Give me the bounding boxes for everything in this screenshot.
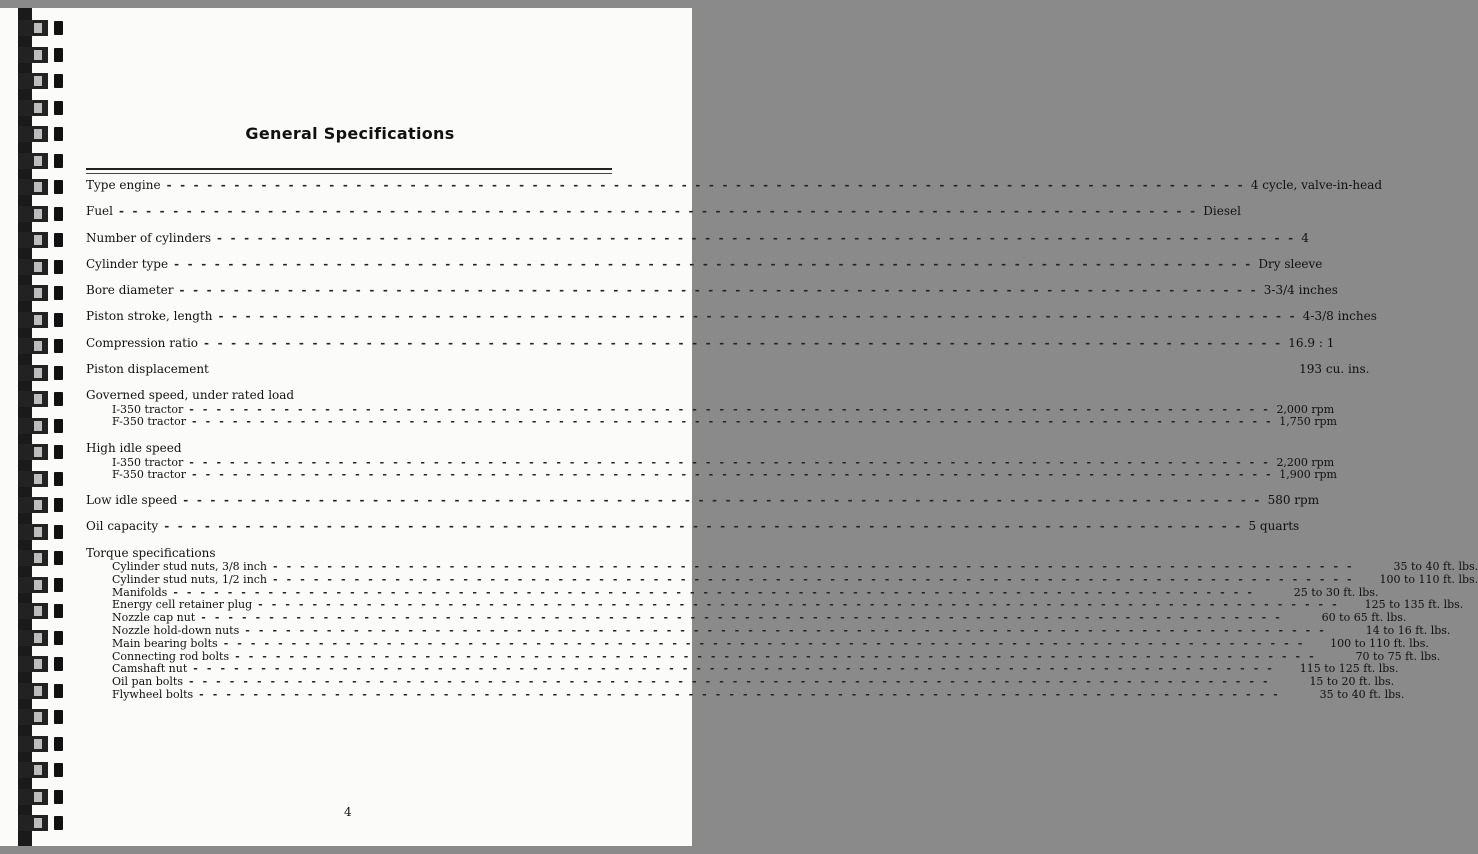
leader-dots: - - - - - - - - - - - - - - - - - - - - - - - - - - - - - - - - - - - - - - - - - - - - - - - - - - - - - - - - - - - - - - - - - - - - - - - - - - - - - - - -	[174, 257, 1253, 271]
spec-value: Diesel	[1203, 204, 1241, 218]
page-number: 4	[344, 805, 352, 819]
binding-ring	[18, 73, 68, 89]
torque-row	[112, 675, 1395, 689]
binding-ring	[18, 153, 68, 169]
binding-ring	[18, 789, 68, 805]
leader-dots: - - - - - - - - - - - - - - - - - - - - - - - - - - - - - - - - - - - - - - - - - - - - - - - - - - - - - - - - - - - - - - - - - - - - - - - - - - - - - - - -	[273, 560, 1355, 573]
binding-ring	[18, 656, 68, 672]
torque-label: Camshaft nut	[112, 662, 188, 676]
section-heading-high-idle: High idle speed	[86, 441, 182, 455]
torque-label: Cylinder stud nuts, 1/2 inch	[112, 572, 268, 586]
torque-value: 35 to 40 ft. lbs.	[1393, 560, 1478, 573]
leader-dots: - - - - - - - - - - - - - - - - - - - - - - - - - - - - - - - - - - - - - - - - - - - - - - - - - - - - - - - - - - - - - - - - - - - - - - - - - - - - - - - -	[166, 178, 1245, 192]
torque-row	[112, 598, 1464, 612]
spec-row-stroke	[86, 309, 1377, 325]
spec-value: 1,900 rpm	[1279, 468, 1337, 481]
leader-dots: - - - - - - - - - - - - - - - - - - - - - - - - - - - - - - - - - - - - - - - - - - - - - - - - - - - - - - - - - - - - - - - - - - - - - - - - - - - - - - - -	[193, 662, 1275, 676]
torque-value: 100 to 110 ft. lbs.	[1330, 636, 1429, 650]
leader-dots: - - - - - - - - - - - - - - - - - - - - - - - - - - - - - - - - - - - - - - - - - - - - - - - - - - - - - - - - - - - - - - - - - - - - - - - - - - - - - - - -	[199, 688, 1281, 701]
spec-label: Compression ratio	[86, 336, 199, 350]
torque-value: 115 to 125 ft. lbs.	[1299, 662, 1399, 676]
torque-row	[112, 585, 1379, 599]
binding-ring	[18, 232, 68, 248]
spec-label: Piston displacement	[86, 362, 209, 376]
section-heading-governed-speed: Governed speed, under rated load	[86, 388, 295, 402]
leader-dots: - - - - - - - - - - - - - - - - - - - - - - - - - - - - - - - - - - - - - - - - - - - - - - - - - - - - - - - - - - - - - - - - - - - - - - - - - - - - - - - -	[258, 598, 1340, 612]
torque-label: Cylinder stud nuts, 3/8 inch	[112, 560, 268, 573]
binding-ring	[18, 100, 68, 116]
spec-value: 2,200 rpm	[1276, 456, 1335, 469]
binding-ring	[18, 736, 68, 752]
torque-row	[112, 624, 1451, 637]
binding-ring	[18, 312, 68, 328]
leader-dots: - - - - - - - - - - - - - - - - - - - - - - - - - - - - - - - - - - - - - - - - - - - - - - - - - - - - - - - - - - - - - - - - - - - - - - - - - - - - - - - -	[192, 415, 1274, 428]
binding-ring	[18, 471, 68, 487]
torque-label: Nozzle cap nut	[112, 611, 196, 625]
binding-ring	[18, 179, 68, 195]
spec-value: Dry sleeve	[1258, 257, 1323, 271]
binding-ring	[18, 206, 68, 222]
leader-dots: - - - - - - - - - - - - - - - - - - - - - - - - - - - - - - - - - - - - - - - - - - - - - - - - - - - - - - - - - - - - - - - - - - - - - - - - - - - - - - - -	[223, 636, 1305, 650]
leader-dots: - - - - - - - - - - - - - - - - - - - - - - - - - - - - - - - - - - - - - - - - - - - - - - - - - - - - - - - - - - - - - - - - - - - - - - - - - - - - - - - -	[119, 204, 1198, 218]
binding-ring	[18, 444, 68, 460]
torque-label: Main bearing bolts	[112, 636, 218, 650]
leader-dots: - - - - - - - - - - - - - - - - - - - - - - - - - - - - - - - - - - - - - - - - - - - - - - - - - - - - - - - - - - - - - - - - - - - - - - - - - - - - - - - -	[235, 649, 1317, 663]
leader-dots: - - - - - - - - - - - - - - - - - - - - - - - - - - - - - - - - - - - - - - - - - - - - - - - - - - - - - - - - - - - - - - - - - - - - - - - - - - - - - - - -	[273, 572, 1355, 586]
spec-value: 5 quarts	[1248, 519, 1300, 533]
spec-value: 580 rpm	[1267, 493, 1320, 507]
spec-label: Type engine	[86, 178, 161, 192]
spiral-binding	[0, 8, 70, 846]
spec-label: I-350 tractor	[112, 403, 184, 416]
binding-ring	[18, 683, 68, 699]
spec-label: Piston stroke, length	[86, 309, 213, 323]
leader-dots: - - - - - - - - - - - - - - - - - - - - - - - - - - - - - - - - - - - - - - - - - - - - - - - - - - - - - - - - - - - - - - - - - - - - - - - - - - - - - - - -	[188, 675, 1271, 689]
leader-dots: - - - - - - - - - - - - - - - - - - - - - - - - - - - - - - - - - - - - - - - - - - - - - - - - - - - - - - - - - - - - - - - - - - - - - - - - - - - - - - - -	[183, 493, 1262, 507]
spec-label: Bore diameter	[86, 283, 174, 297]
binding-ring	[18, 126, 68, 142]
spec-label: Oil capacity	[86, 519, 159, 533]
spec-label: I-350 tractor	[112, 456, 184, 469]
binding-ring	[18, 285, 68, 301]
torque-row	[112, 662, 1399, 676]
spec-row-high-idle-f350	[112, 468, 1337, 481]
torque-label: Manifolds	[112, 585, 168, 599]
leader-dots: - - - - - - - - - - - - - - - - - - - - - - - - - - - - - - - - - - - - - - - - - - - - - - - - - - - - - - - - - - - - - - - - - - - - - - - - - - - - - - - -	[173, 585, 1255, 599]
torque-value: 70 to 75 ft. lbs.	[1355, 649, 1441, 663]
torque-label: Energy cell retainer plug	[112, 598, 253, 612]
binding-ring	[18, 20, 68, 36]
title-rule-thin	[86, 173, 612, 174]
torque-label: Connecting rod bolts	[112, 649, 230, 663]
binding-ring	[18, 603, 68, 619]
binding-ring	[18, 762, 68, 778]
binding-ring	[18, 338, 68, 354]
title-rule-thick	[86, 168, 612, 170]
torque-value: 14 to 16 ft. lbs.	[1365, 624, 1451, 637]
spec-row-type-engine	[86, 178, 1383, 194]
spec-value: 4 cycle, valve-in-head	[1250, 178, 1383, 192]
spec-value: 4-3/8 inches	[1302, 309, 1377, 323]
torque-value: 60 to 65 ft. lbs.	[1321, 611, 1407, 625]
spec-row-cylinder-type	[86, 257, 1323, 273]
torque-value: 100 to 110 ft. lbs.	[1379, 572, 1478, 586]
torque-row	[112, 688, 1405, 701]
leader-dots: - - - - - - - - - - - - - - - - - - - - - - - - - - - - - - - - - - - - - - - - - - - - - - - - - - - - - - - - - - - - - - - - - - - - - - - - - - - - - - - -	[217, 231, 1296, 245]
torque-label: Flywheel bolts	[112, 688, 194, 701]
spec-row-oil-capacity	[86, 519, 1300, 535]
spec-value: 4	[1301, 231, 1309, 245]
spec-row-governed-f350	[112, 415, 1337, 428]
spec-row-fuel	[86, 204, 1241, 220]
binding-ring	[18, 577, 68, 593]
page-title: General Specifications	[245, 124, 455, 143]
spec-row-bore	[86, 283, 1338, 299]
torque-value: 15 to 20 ft. lbs.	[1309, 675, 1395, 689]
torque-row	[112, 560, 1478, 573]
torque-value: 125 to 135 ft. lbs.	[1364, 598, 1464, 612]
binding-ring	[18, 365, 68, 381]
binding-ring	[18, 259, 68, 275]
spec-row-low-idle	[86, 493, 1320, 509]
leader-dots: - - - - - - - - - - - - - - - - - - - - - - - - - - - - - - - - - - - - - - - - - - - - - - - - - - - - - - - - - - - - - - - - - - - - - - - - - - - - - - - -	[245, 624, 1327, 637]
leader-dots: - - - - - - - - - - - - - - - - - - - - - - - - - - - - - - - - - - - - - - - - - - - - - - - - - - - - - - - - - - - - - - - - - - - - - - - - - - - - - - - -	[164, 519, 1243, 533]
binding-ring	[18, 497, 68, 513]
torque-row	[112, 611, 1407, 625]
leader-dots: - - - - - - - - - - - - - - - - - - - - - - - - - - - - - - - - - - - - - - - - - - - - - - - - - - - - - - - - - - - - - - - - - - - - - - - - - - - - - - - -	[218, 309, 1297, 323]
torque-row	[112, 636, 1429, 650]
spec-value: 3-3/4 inches	[1263, 283, 1338, 297]
section-heading-torque: Torque specifications	[86, 546, 216, 560]
binding-ring	[18, 815, 68, 831]
torque-row	[112, 649, 1441, 663]
spec-label: Cylinder type	[86, 257, 169, 271]
leader-dots: - - - - - - - - - - - - - - - - - - - - - - - - - - - - - - - - - - - - - - - - - - - - - - - - - - - - - - - - - - - - - - - - - - - - - - - - - - - - - - - -	[192, 468, 1274, 481]
spec-row-cylinders	[86, 231, 1309, 247]
torque-row	[112, 572, 1478, 586]
binding-ring	[18, 47, 68, 63]
spec-label: Number of cylinders	[86, 231, 212, 245]
torque-value: 25 to 30 ft. lbs.	[1293, 585, 1379, 599]
spec-row-compression	[86, 336, 1335, 352]
leader-dots: - - - - - - - - - - - - - - - - - - - - - - - - - - - - - - - - - - - - - - - - - - - - - - - - - - - - - - - - - - - - - - - - - - - - - - - - - - - - - - - -	[204, 336, 1283, 350]
torque-label: Oil pan bolts	[112, 675, 183, 689]
binding-ring	[18, 550, 68, 566]
spec-label: Fuel	[86, 204, 113, 218]
leader-dots: - - - - - - - - - - - - - - - - - - - - - - - - - - - - - - - - - - - - - - - - - - - - - - - - - - - - - - - - - - - - - - - - - - - - - - - - - - - - - - - -	[189, 403, 1271, 416]
spec-label: Low idle speed	[86, 493, 178, 507]
torque-label: Nozzle hold-down nuts	[112, 624, 240, 637]
binding-ring	[18, 709, 68, 725]
binding-ring	[18, 418, 68, 434]
spec-label: F-350 tractor	[112, 468, 187, 481]
spec-label: F-350 tractor	[112, 415, 187, 428]
binding-ring	[18, 524, 68, 540]
spec-value: 193 cu. ins.	[1299, 362, 1370, 376]
torque-value: 35 to 40 ft. lbs.	[1319, 688, 1405, 701]
spec-value: 1,750 rpm	[1279, 415, 1337, 428]
leader-dots: - - - - - - - - - - - - - - - - - - - - - - - - - - - - - - - - - - - - - - - - - - - - - - - - - - - - - - - - - - - - - - - - - - - - - - - - - - - - - - - -	[179, 283, 1258, 297]
spec-value: 2,000 rpm	[1276, 403, 1335, 416]
leader-dots: - - - - - - - - - - - - - - - - - - - - - - - - - - - - - - - - - - - - - - - - - - - - - - - - - - - - - - - - - - - - - - - - - - - - - - - - - - - - - - - -	[189, 456, 1271, 469]
spec-value: 16.9 : 1	[1288, 336, 1335, 350]
leader-dots: - - - - - - - - - - - - - - - - - - - - - - - - - - - - - - - - - - - - - - - - - - - - - - - - - - - - - - - - - - - - - - - - - - - - - - - - - - - - - - - -	[201, 611, 1283, 625]
binding-ring	[18, 630, 68, 646]
spec-row-displacement	[86, 362, 1370, 378]
binding-ring	[18, 391, 68, 407]
